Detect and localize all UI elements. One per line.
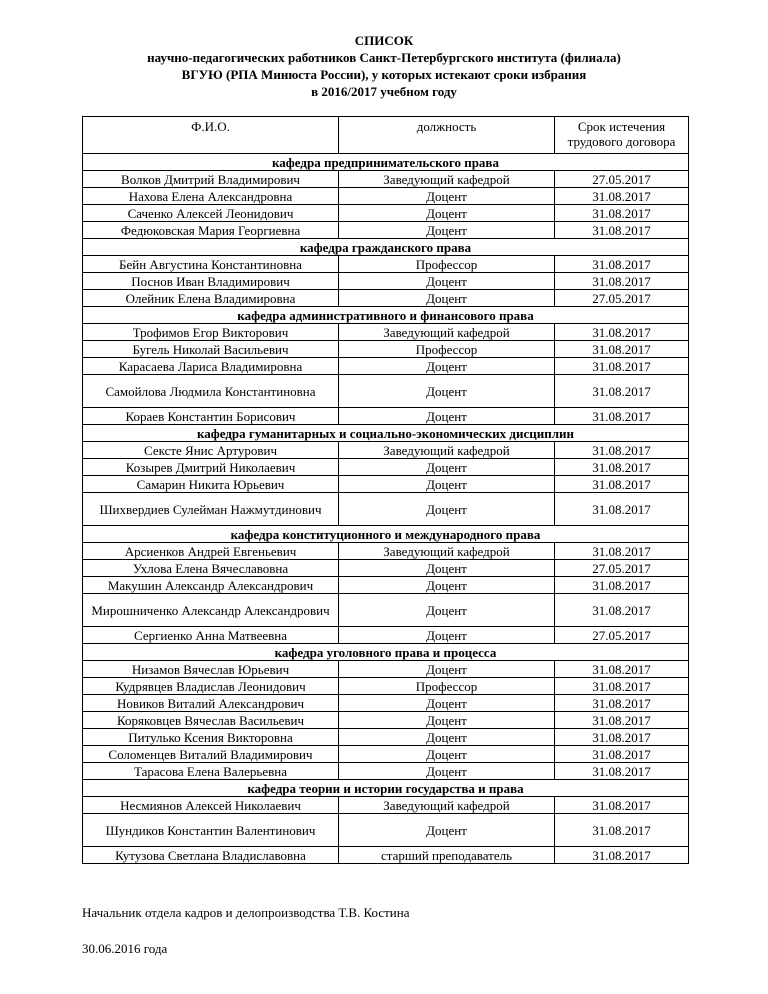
- employee-name: Козырев Дмитрий Николаевич: [83, 459, 339, 476]
- employee-name: Бейн Августина Константиновна: [83, 256, 339, 273]
- document-date: 30.06.2016 года: [82, 941, 168, 956]
- employee-name: Волков Дмитрий Владимирович: [83, 171, 339, 188]
- table-row: [83, 188, 689, 205]
- employee-name: Несмиянов Алексей Николаевич: [83, 797, 339, 814]
- contract-end-date: 31.08.2017: [555, 375, 689, 408]
- contract-end-date: 31.08.2017: [555, 188, 689, 205]
- contract-end-date: 31.08.2017: [555, 661, 689, 678]
- employee-name: Ухлова Елена Вячеславовна: [83, 560, 339, 577]
- table-row: [83, 847, 689, 864]
- table-row: [83, 814, 689, 847]
- table-row: [83, 797, 689, 814]
- employee-position: Доцент: [339, 188, 555, 205]
- department-name: кафедра предпринимательского права: [83, 154, 689, 171]
- contract-end-date: 31.08.2017: [555, 205, 689, 222]
- employee-position: Доцент: [339, 729, 555, 746]
- contract-end-date: 31.08.2017: [555, 577, 689, 594]
- table-row: [83, 627, 689, 644]
- contract-end-date: 31.08.2017: [555, 358, 689, 375]
- employee-position: Доцент: [339, 560, 555, 577]
- employee-position: Доцент: [339, 695, 555, 712]
- employee-name: Низамов Вячеслав Юрьевич: [83, 661, 339, 678]
- table-row: [83, 341, 689, 358]
- employee-position: Доцент: [339, 594, 555, 627]
- contract-end-date: 31.08.2017: [555, 594, 689, 627]
- header-contract-end: Срок истечения трудового договора: [555, 117, 689, 154]
- contract-end-date: 31.08.2017: [555, 763, 689, 780]
- department-name: кафедра уголовного права и процесса: [83, 644, 689, 661]
- employee-position: Заведующий кафедрой: [339, 543, 555, 560]
- contract-end-date: 31.08.2017: [555, 678, 689, 695]
- table-row: [83, 256, 689, 273]
- employee-position: Доцент: [339, 476, 555, 493]
- table-row: [83, 205, 689, 222]
- employee-name: Поснов Иван Владимирович: [83, 273, 339, 290]
- staff-table: [82, 116, 689, 864]
- employee-name: Бугель Николай Васильевич: [83, 341, 339, 358]
- table-row: [83, 729, 689, 746]
- employee-position: Заведующий кафедрой: [339, 797, 555, 814]
- employee-position: Доцент: [339, 290, 555, 307]
- department-row: [83, 239, 689, 256]
- employee-name: Мирошниченко Александр Александрович: [83, 594, 339, 627]
- contract-end-date: 31.08.2017: [555, 222, 689, 239]
- table-row: [83, 560, 689, 577]
- contract-end-date: 31.08.2017: [555, 459, 689, 476]
- employee-position: Доцент: [339, 661, 555, 678]
- table-row: [83, 543, 689, 560]
- contract-end-date: 31.08.2017: [555, 324, 689, 341]
- employee-name: Самойлова Людмила Константиновна: [83, 375, 339, 408]
- employee-name: Саченко Алексей Леонидович: [83, 205, 339, 222]
- contract-end-date: 31.08.2017: [555, 273, 689, 290]
- table-row: [83, 442, 689, 459]
- contract-end-date: 27.05.2017: [555, 627, 689, 644]
- employee-position: Доцент: [339, 763, 555, 780]
- employee-name: Нахова Елена Александровна: [83, 188, 339, 205]
- employee-position: Доцент: [339, 222, 555, 239]
- employee-name: Шундиков Константин Валентинович: [83, 814, 339, 847]
- department-row: [83, 154, 689, 171]
- employee-position: Заведующий кафедрой: [339, 324, 555, 341]
- employee-position: Доцент: [339, 408, 555, 425]
- table-row: [83, 459, 689, 476]
- department-row: [83, 526, 689, 543]
- employee-name: Олейник Елена Владимировна: [83, 290, 339, 307]
- employee-position: Доцент: [339, 627, 555, 644]
- contract-end-date: 31.08.2017: [555, 543, 689, 560]
- contract-end-date: 31.08.2017: [555, 695, 689, 712]
- employee-position: Заведующий кафедрой: [339, 442, 555, 459]
- table-row: [83, 273, 689, 290]
- employee-name: Коряковцев Вячеслав Васильевич: [83, 712, 339, 729]
- employee-name: Сергиенко Анна Матвеевна: [83, 627, 339, 644]
- table-row: [83, 476, 689, 493]
- employee-position: Доцент: [339, 814, 555, 847]
- employee-position: Профессор: [339, 341, 555, 358]
- table-row: [83, 678, 689, 695]
- table-row: [83, 594, 689, 627]
- employee-name: Карасаева Лариса Владимировна: [83, 358, 339, 375]
- table-row: [83, 695, 689, 712]
- department-name: кафедра административного и финансового права: [83, 307, 689, 324]
- employee-position: Доцент: [339, 493, 555, 526]
- table-row: [83, 408, 689, 425]
- employee-position: старший преподаватель: [339, 847, 555, 864]
- employee-name: Федюковская Мария Георгиевна: [83, 222, 339, 239]
- title-line-4: в 2016/2017 учебном году: [311, 84, 457, 99]
- employee-name: Трофимов Егор Викторович: [83, 324, 339, 341]
- employee-name: Макушин Александр Александрович: [83, 577, 339, 594]
- table-row: [83, 493, 689, 526]
- employee-name: Тарасова Елена Валерьевна: [83, 763, 339, 780]
- contract-end-date: 31.08.2017: [555, 256, 689, 273]
- contract-end-date: 31.08.2017: [555, 442, 689, 459]
- employee-name: Самарин Никита Юрьевич: [83, 476, 339, 493]
- employee-position: Доцент: [339, 577, 555, 594]
- title-line-3: ВГУЮ (РПА Минюста России), у которых истекают сроки избрания: [181, 67, 587, 82]
- employee-position: Доцент: [339, 459, 555, 476]
- signature-line: Начальник отдела кадров и делопроизводства Т.В. Костина: [82, 905, 410, 920]
- department-name: кафедра гуманитарных и социально-экономических дисциплин: [83, 425, 689, 442]
- table-row: [83, 661, 689, 678]
- department-row: [83, 425, 689, 442]
- table-row: [83, 222, 689, 239]
- table-row: [83, 712, 689, 729]
- department-row: [83, 307, 689, 324]
- employee-name: Новиков Виталий Александрович: [83, 695, 339, 712]
- department-row: [83, 780, 689, 797]
- table-row: [83, 763, 689, 780]
- title-line-1: СПИСОК: [354, 33, 414, 48]
- employee-name: Сексте Янис Артурович: [83, 442, 339, 459]
- department-name: кафедра теории и истории государства и права: [83, 780, 689, 797]
- employee-position: Заведующий кафедрой: [339, 171, 555, 188]
- document-title: [0, 32, 768, 100]
- employee-position: Доцент: [339, 746, 555, 763]
- employee-name: Шихвердиев Сулейман Нажмутдинович: [83, 493, 339, 526]
- employee-name: Кутузова Светлана Владиславовна: [83, 847, 339, 864]
- contract-end-date: 31.08.2017: [555, 847, 689, 864]
- title-line-2: научно-педагогических работников Санкт-Петербургского института (филиала): [147, 50, 621, 65]
- employee-position: Профессор: [339, 678, 555, 695]
- table-row: [83, 171, 689, 188]
- contract-end-date: 27.05.2017: [555, 290, 689, 307]
- header-name: Ф.И.О.: [83, 117, 339, 154]
- header-position: должность: [339, 117, 555, 154]
- contract-end-date: 31.08.2017: [555, 476, 689, 493]
- table-row: [83, 746, 689, 763]
- employee-name: Питулько Ксения Викторовна: [83, 729, 339, 746]
- contract-end-date: 31.08.2017: [555, 797, 689, 814]
- contract-end-date: 27.05.2017: [555, 171, 689, 188]
- employee-position: Доцент: [339, 712, 555, 729]
- table-body: [83, 154, 689, 864]
- contract-end-date: 27.05.2017: [555, 560, 689, 577]
- table-row: [83, 290, 689, 307]
- employee-position: Доцент: [339, 273, 555, 290]
- contract-end-date: 31.08.2017: [555, 712, 689, 729]
- employee-position: Доцент: [339, 205, 555, 222]
- contract-end-date: 31.08.2017: [555, 746, 689, 763]
- table-row: [83, 375, 689, 408]
- contract-end-date: 31.08.2017: [555, 814, 689, 847]
- contract-end-date: 31.08.2017: [555, 341, 689, 358]
- contract-end-date: 31.08.2017: [555, 729, 689, 746]
- employee-position: Доцент: [339, 375, 555, 408]
- employee-name: Соломенцев Виталий Владимирович: [83, 746, 339, 763]
- employee-name: Кораев Константин Борисович: [83, 408, 339, 425]
- employee-name: Кудрявцев Владислав Леонидович: [83, 678, 339, 695]
- contract-end-date: 31.08.2017: [555, 408, 689, 425]
- table-row: [83, 358, 689, 375]
- department-name: кафедра гражданского права: [83, 239, 689, 256]
- table-row: [83, 324, 689, 341]
- table-header-row: [83, 117, 689, 154]
- contract-end-date: 31.08.2017: [555, 493, 689, 526]
- employee-position: Профессор: [339, 256, 555, 273]
- employee-name: Арсиенков Андрей Евгеньевич: [83, 543, 339, 560]
- department-name: кафедра конституционного и международного права: [83, 526, 689, 543]
- department-row: [83, 644, 689, 661]
- table-row: [83, 577, 689, 594]
- employee-position: Доцент: [339, 358, 555, 375]
